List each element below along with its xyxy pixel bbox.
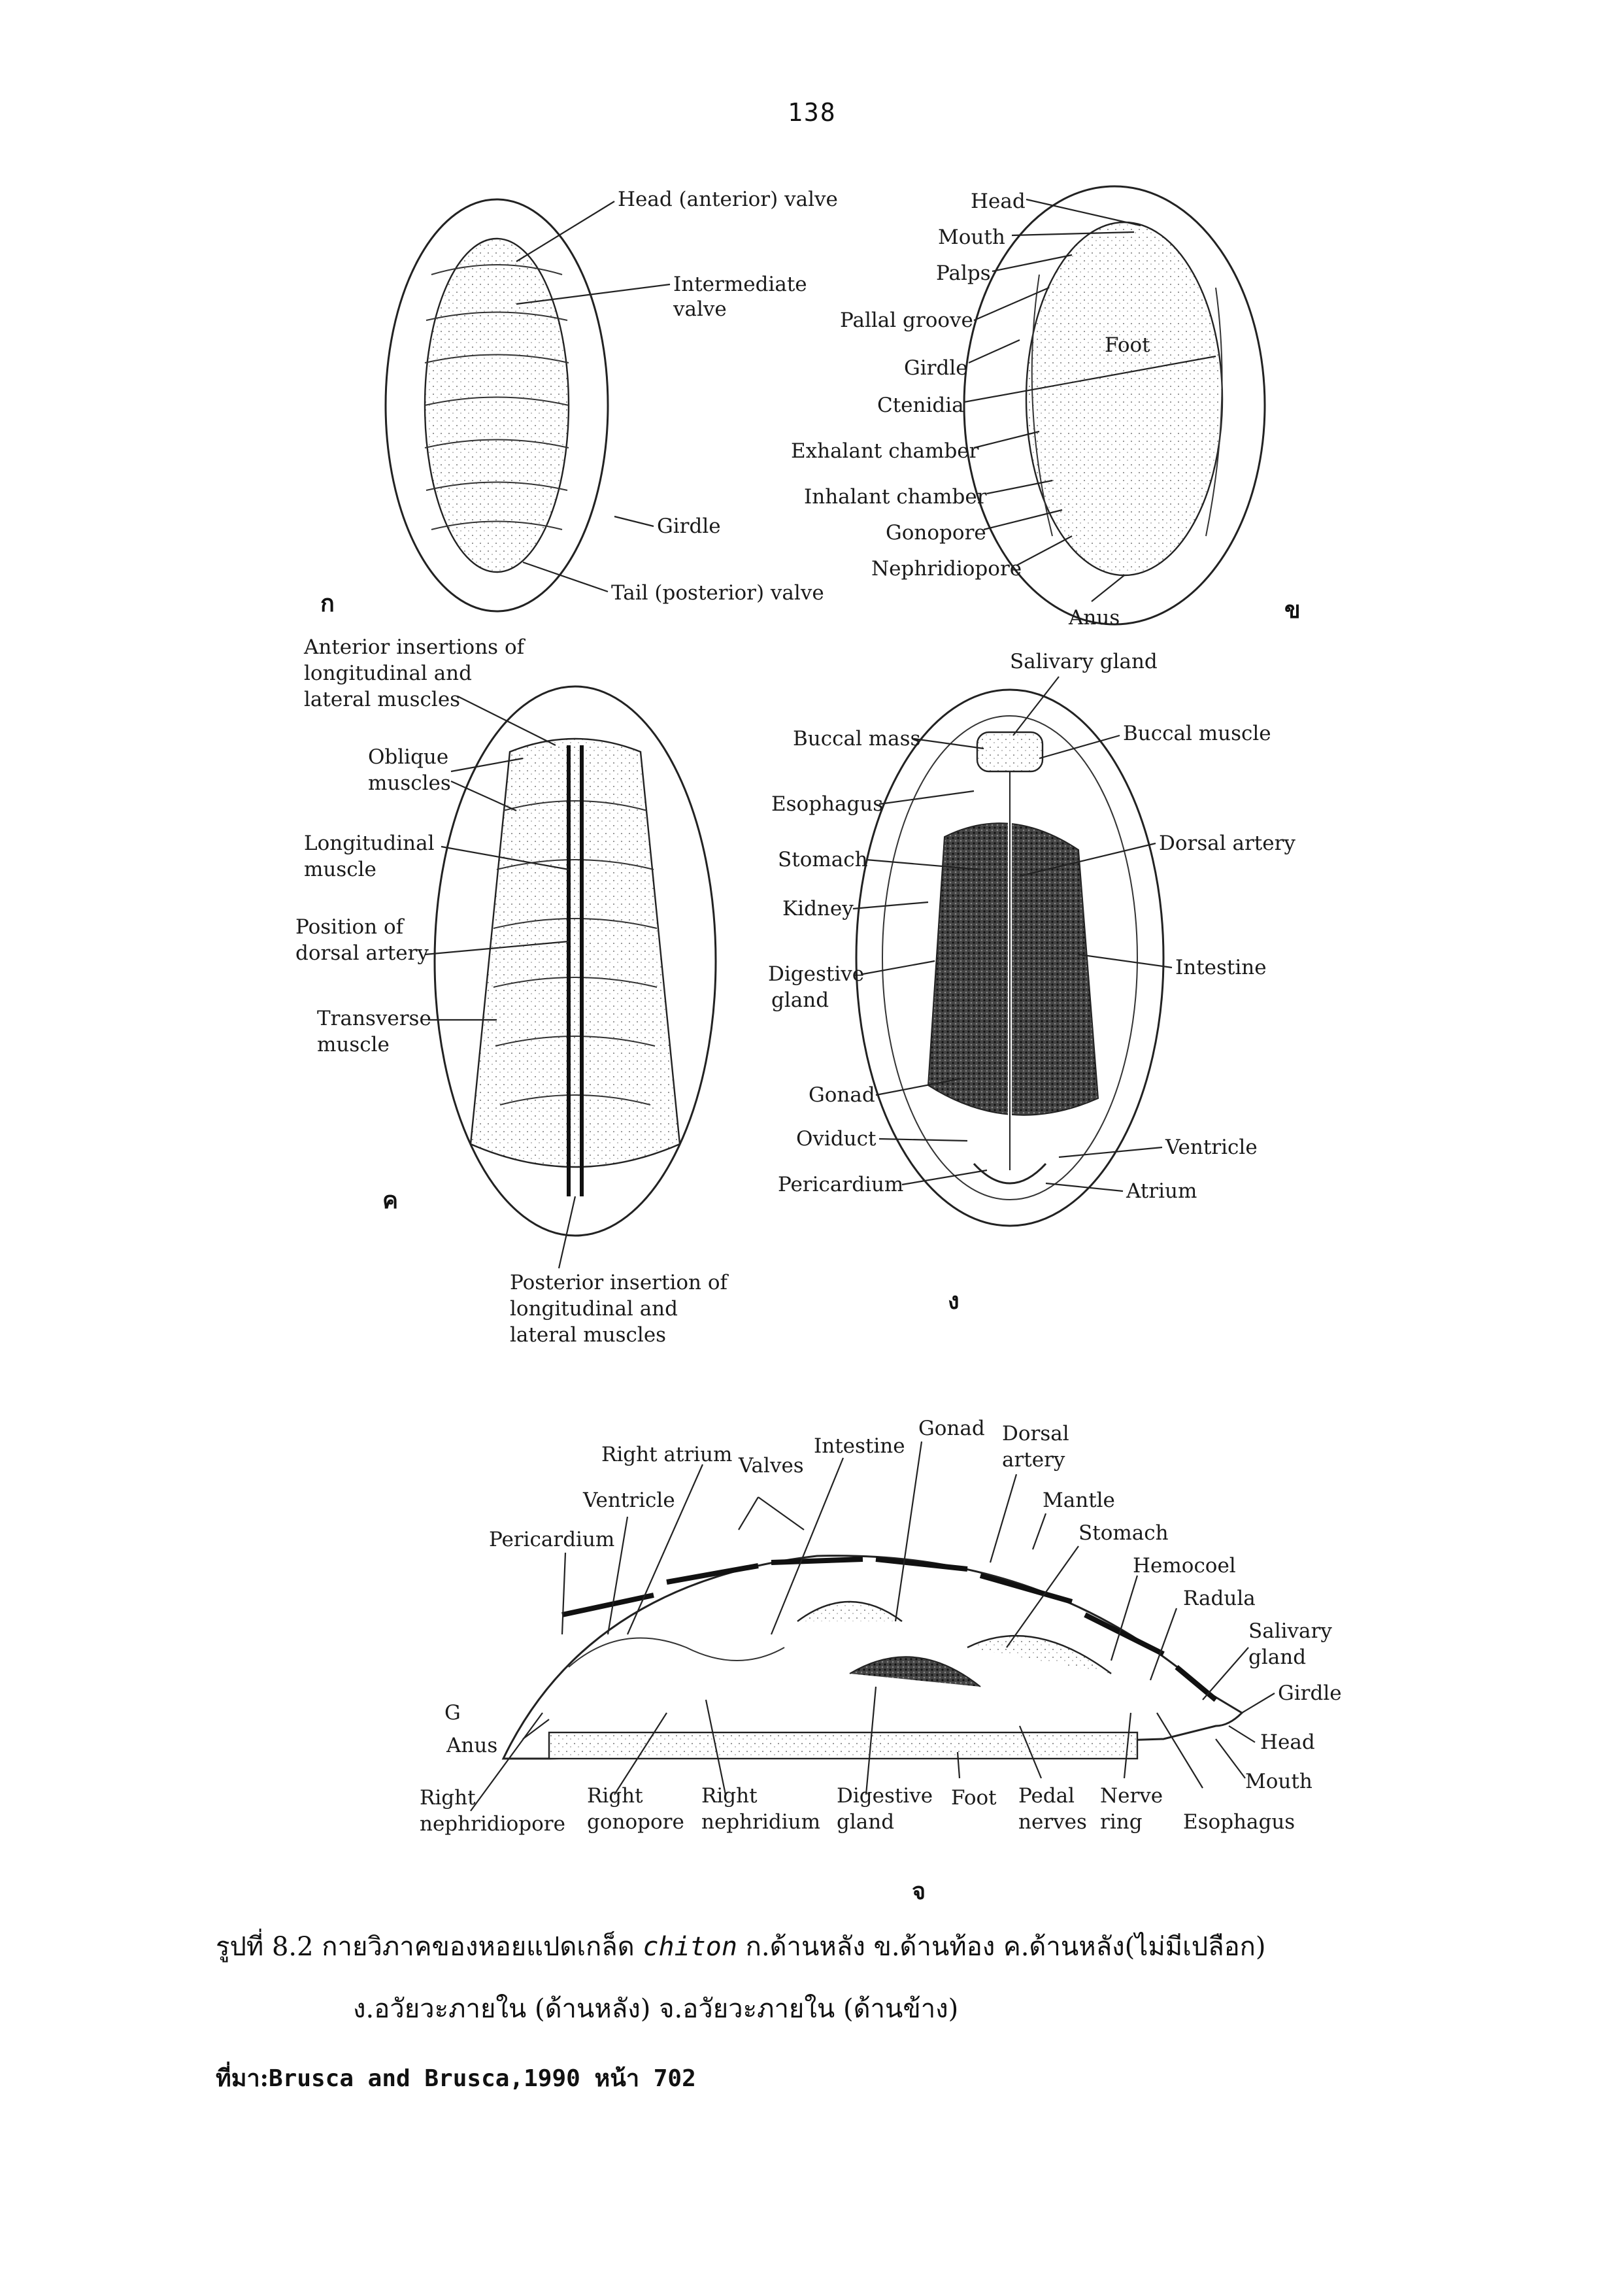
label-right-nephridium-2: nephridium bbox=[701, 1810, 820, 1834]
label-muscle: muscle bbox=[304, 858, 376, 881]
label-intestine: Intestine bbox=[814, 1434, 905, 1458]
label-pedal: Pedal bbox=[1018, 1784, 1075, 1808]
label-position-of: Position of bbox=[295, 915, 404, 939]
label-right-atrium: Right atrium bbox=[601, 1443, 733, 1466]
label-posterior-insertion-2: longitudinal and bbox=[510, 1297, 678, 1321]
label-mouth: Mouth bbox=[938, 226, 1005, 249]
label-valve: valve bbox=[673, 297, 727, 321]
source-text: Brusca and Brusca,1990 bbox=[268, 2065, 580, 2092]
label-nerve: Nerve bbox=[1100, 1784, 1163, 1808]
label-hemocoel: Hemocoel bbox=[1133, 1554, 1236, 1578]
muscle-body bbox=[471, 739, 680, 1167]
panel-e-letter: จ bbox=[912, 1878, 926, 1905]
label-kidney: Kidney bbox=[782, 897, 854, 920]
label-dorsal-artery: dorsal artery bbox=[295, 941, 429, 965]
label-mantle: Mantle bbox=[1043, 1489, 1115, 1512]
label-salivary-gland: Salivary gland bbox=[1010, 650, 1158, 673]
label-ctenidia: Ctenidia bbox=[877, 394, 964, 417]
label-radula: Radula bbox=[1183, 1587, 1256, 1610]
stomach bbox=[967, 1636, 1111, 1674]
label-tail-valve: Tail (posterior) valve bbox=[611, 581, 824, 605]
label-head: Head bbox=[1260, 1730, 1315, 1754]
label-right-gonopore-1: Right bbox=[587, 1784, 643, 1808]
label-right-nephridiopore-2: nephridiopore bbox=[420, 1812, 565, 1836]
label-esophagus: Esophagus bbox=[771, 792, 884, 816]
label-posterior-insertion-3: lateral muscles bbox=[510, 1323, 667, 1347]
caption-prefix: รูปที่ 8.2 กายวิภาคของหอยแปดเกล็ด bbox=[216, 1932, 635, 1962]
label-dorsal-artery: Dorsal artery bbox=[1159, 832, 1295, 855]
label-transverse: Transverse bbox=[317, 1007, 431, 1030]
source-line bbox=[216, 2059, 696, 2097]
label-palps: Palps bbox=[936, 262, 991, 285]
label-atrium: Atrium bbox=[1126, 1179, 1197, 1203]
panel-d-internal-dorsal bbox=[768, 650, 1295, 1315]
label-anterior-insertions-3: lateral muscles bbox=[304, 688, 461, 711]
label-stomach: Stomach bbox=[778, 848, 868, 871]
panel-c-letter: ค bbox=[382, 1187, 399, 1214]
label-ventricle: Ventricle bbox=[1165, 1136, 1258, 1159]
label-gonopore: Gonopore bbox=[886, 521, 986, 545]
panel-a-dorsal-view bbox=[320, 188, 838, 617]
label-longitudinal: Longitudinal bbox=[304, 832, 435, 855]
figure-caption-line-2: ง.อวัยวะภายใน (ด้านหลัง) จ.อวัยวะภายใน (ด้านข้าง) bbox=[353, 1994, 959, 2024]
label-transverse-muscle: muscle bbox=[317, 1033, 390, 1056]
source-page-label: หน้า bbox=[594, 2065, 640, 2092]
label-digestive: Digestive bbox=[768, 962, 865, 986]
label-pedal-nerves: nerves bbox=[1018, 1810, 1087, 1834]
label-buccal-muscle: Buccal muscle bbox=[1123, 722, 1271, 745]
label-stomach: Stomach bbox=[1078, 1521, 1169, 1545]
label-oviduct: Oviduct bbox=[796, 1127, 877, 1151]
label-esophagus: Esophagus bbox=[1183, 1810, 1295, 1834]
figure-caption-line-1 bbox=[216, 1925, 1266, 1967]
caption-suffix: ก.ด้านหลัง ข.ด้านท้อง ค.ด้านหลัง(ไม่มีเปลือก) bbox=[745, 1932, 1266, 1962]
label-girdle: Girdle bbox=[904, 356, 968, 380]
label-head: Head bbox=[971, 190, 1026, 213]
panel-b-ventral-view bbox=[791, 186, 1301, 630]
label-anterior-insertions-2: longitudinal and bbox=[304, 662, 472, 685]
panel-c-muscle-view bbox=[295, 635, 729, 1347]
label-buccal-mass: Buccal mass bbox=[793, 727, 921, 751]
gonad bbox=[797, 1602, 902, 1621]
label-right-nephridiopore-1: Right bbox=[420, 1786, 476, 1810]
label-gonad: Gonad bbox=[809, 1083, 875, 1107]
label-pericardium: Pericardium bbox=[778, 1173, 904, 1196]
page-number: 138 bbox=[788, 98, 837, 127]
label-girdle: Girdle bbox=[657, 515, 721, 538]
label-inset-g: G bbox=[444, 1701, 461, 1725]
label-anus: Anus bbox=[446, 1734, 498, 1757]
label-muscles: muscles bbox=[368, 771, 451, 795]
label-ventricle: Ventricle bbox=[583, 1489, 675, 1512]
caption-latin-name: chiton bbox=[643, 1932, 737, 1962]
label-digestive: Digestive bbox=[837, 1784, 933, 1808]
label-head-valve: Head (anterior) valve bbox=[618, 188, 838, 211]
foot-area bbox=[1026, 222, 1222, 575]
label-salivary: Salivary bbox=[1248, 1619, 1332, 1643]
label-nephridiopore: Nephridiopore bbox=[871, 557, 1022, 581]
label-dorsal: Dorsal bbox=[1002, 1422, 1069, 1445]
panel-a-letter: ก bbox=[320, 590, 335, 617]
foot bbox=[549, 1732, 1137, 1759]
label-gland: gland bbox=[771, 988, 829, 1012]
label-foot: Foot bbox=[951, 1786, 997, 1810]
label-salivary-gland: gland bbox=[1248, 1646, 1307, 1669]
label-gonad: Gonad bbox=[918, 1417, 985, 1440]
label-girdle: Girdle bbox=[1278, 1681, 1342, 1705]
shell-valves bbox=[562, 1559, 1216, 1700]
label-pericardium: Pericardium bbox=[489, 1528, 615, 1551]
label-anterior-insertions-1: Anterior insertions of bbox=[304, 635, 525, 659]
label-intermediate: Intermediate bbox=[673, 273, 807, 296]
label-right-gonopore-2: gonopore bbox=[587, 1810, 684, 1834]
label-valves: Valves bbox=[739, 1454, 804, 1477]
panel-e-internal-lateral bbox=[420, 1417, 1342, 1905]
label-digestive-gland: gland bbox=[837, 1810, 895, 1834]
buccal-mass bbox=[977, 732, 1043, 771]
label-foot: Foot bbox=[1105, 333, 1150, 357]
panel-b-letter: ข bbox=[1284, 596, 1301, 624]
source-page: 702 bbox=[653, 2065, 696, 2092]
label-exhalant-chamber: Exhalant chamber bbox=[791, 439, 979, 463]
label-posterior-insertion-1: Posterior insertion of bbox=[510, 1271, 727, 1294]
label-nerve-ring: ring bbox=[1100, 1810, 1143, 1834]
label-inhalant-chamber: Inhalant chamber bbox=[804, 485, 987, 509]
label-artery: artery bbox=[1002, 1448, 1065, 1472]
label-right-nephridium-1: Right bbox=[701, 1784, 758, 1808]
intestine bbox=[569, 1638, 784, 1667]
label-anus: Anus bbox=[1069, 606, 1120, 630]
label-oblique: Oblique bbox=[368, 745, 449, 769]
label-pallal-groove: Pallal groove bbox=[840, 309, 973, 332]
digestive-gland bbox=[850, 1657, 980, 1687]
label-mouth: Mouth bbox=[1245, 1770, 1312, 1793]
label-intestine: Intestine bbox=[1175, 956, 1267, 979]
source-prefix: ที่มา: bbox=[216, 2065, 269, 2092]
panel-d-letter: ง bbox=[948, 1287, 960, 1315]
